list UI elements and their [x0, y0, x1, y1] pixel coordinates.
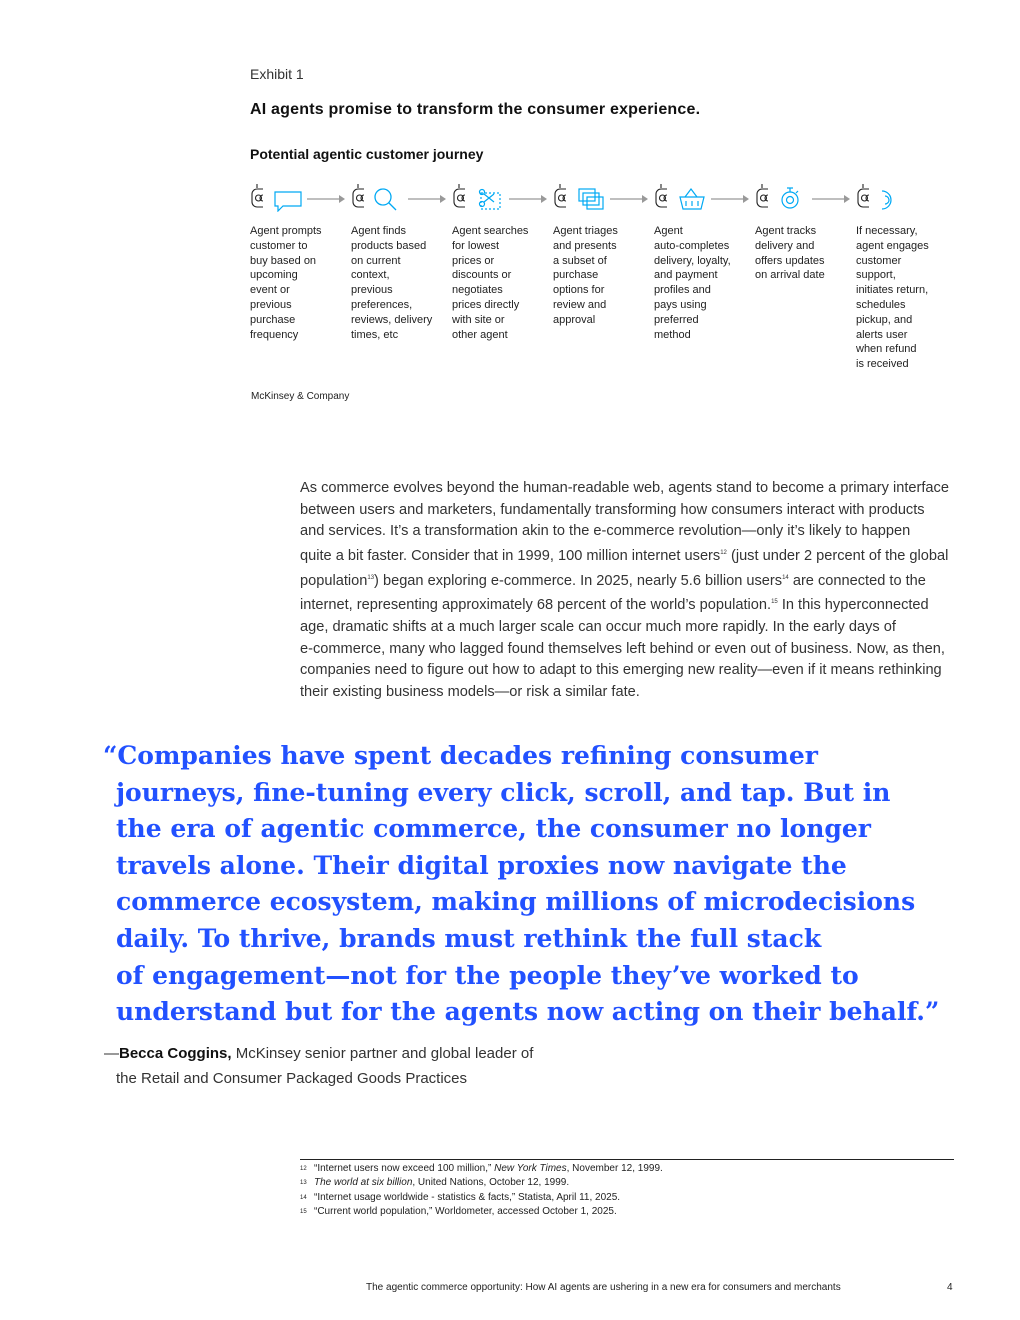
footnote: 14 “Internet usage worldwide - statistics & facts,” Statista, April 11, 2025.: [300, 1191, 621, 1203]
journey-step-text: Agent prompts customer to buy based on upcoming event or previous purchase frequency: [250, 225, 322, 341]
page-number: 4: [947, 1282, 953, 1293]
body-line: and services. It’s a transformation akin to the e-commerce revolution—only it’s likely to happen: [300, 523, 911, 540]
journey-step-7: [856, 182, 950, 372]
arrow-right-icon: [407, 194, 447, 204]
journey-step-text: Agent auto-completes delivery, loyalty, and payment profiles and pays using preferred method: [654, 225, 731, 341]
exhibit-subtitle: Potential agentic customer journey: [250, 146, 484, 162]
arrow-right-icon: [306, 194, 346, 204]
quote-line: understand but for the agents now acting on their behalf.”: [116, 997, 940, 1027]
body-line: e-commerce, many who lagged found themselves left behind or even out of business. Now, as then,: [300, 640, 945, 657]
speaker-name: Becca Coggins,: [119, 1045, 232, 1062]
journey-step-text: Agent triages and presents a subset of purchase options for review and approval: [553, 225, 618, 326]
body-line: internet, representing approximately 68 percent of the world’s population.$^{15}$ In this hyperconnected: [300, 597, 929, 614]
arrow-right-icon: [508, 194, 548, 204]
arrow-right-icon: [811, 194, 851, 204]
body-line: between users and marketers, fundamentally transforming how consumers interact with products: [300, 501, 925, 518]
footnote: 15 “Current world population,” Worldometer, accessed October 1, 2025.: [300, 1206, 617, 1218]
basket-icon: [654, 182, 710, 212]
attribution-line: —Becca Coggins, McKinsey senior partner and global leader of: [104, 1045, 534, 1062]
body-line: companies need to figure out how to adapt to this emerging new reality—even if it means rethinking: [300, 662, 942, 679]
journey-step-text: Agent tracks delivery and offers updates on arrival date: [755, 225, 825, 282]
quote-line: the era of agentic commerce, the consumer no longer: [116, 814, 871, 844]
chat-bubble-icon: [250, 182, 306, 212]
footnote-ref[interactable]: 12: [720, 550, 727, 557]
pull-quote: [103, 738, 940, 1031]
body-line: their existing business models—or risk a similar fate.: [300, 683, 640, 700]
attribution-line: the Retail and Consumer Packaged Goods Practices: [116, 1070, 468, 1087]
body-paragraph: [300, 478, 960, 704]
arrow-right-icon: [710, 194, 750, 204]
quote-attribution: [104, 1041, 533, 1091]
journey-step-3: [452, 182, 546, 342]
stacked-cards-icon: [553, 182, 609, 212]
journey-step-text: Agent finds products based on current context, previous preferences, reviews, delivery times, etc: [351, 225, 433, 341]
footnote-ref[interactable]: 13: [367, 574, 375, 581]
arrow-right-icon: [609, 194, 649, 204]
footer-title: The agentic commerce opportunity: How AI agents are ushering in a new era for consumers and merchants: [366, 1282, 841, 1293]
scissors-icon: [452, 182, 508, 212]
quote-line: of engagement—not for the people they’ve worked to: [116, 960, 859, 990]
agentic-journey-diagram: [250, 182, 950, 372]
footnotes: [300, 1162, 663, 1220]
quote-line: “Companies have spent decades refining consumer: [103, 741, 818, 770]
exhibit-title: AI agents promise to transform the consumer experience.: [250, 101, 701, 118]
exhibit-source: McKinsey & Company: [251, 391, 350, 402]
body-line: age, dramatic shifts at a much larger scale can occur much more rapidly. In the early days of: [300, 618, 896, 635]
journey-step-1: [250, 182, 344, 342]
journey-step-5: [654, 182, 748, 342]
footnote-ref[interactable]: 14: [782, 574, 789, 581]
magnifier-icon: [351, 182, 407, 212]
quote-line: daily. To thrive, brands must rethink the full stack: [116, 923, 822, 953]
body-line: population$^{13}$) began exploring e-commerce. In 2025, nearly 5.6 billion users$^{14}$ are connected to the: [300, 572, 926, 589]
journey-step-text: Agent searches for lowest prices or discounts or negotiates prices directly with site or other agent: [452, 225, 529, 341]
quote-line: commerce ecosystem, making millions of microdecisions: [116, 887, 916, 917]
journey-step-text: If necessary, agent engages customer support, initiates return, schedules pickup, and alerts user when refund is received: [856, 225, 929, 371]
footnote: 12 “Internet users now exceed 100 million,” New York Times, November 12, 1999.: [300, 1163, 663, 1174]
footnote-ref[interactable]: 15: [771, 599, 778, 606]
journey-step-2: [351, 182, 445, 342]
body-line: As commerce evolves beyond the human-readable web, agents stand to become a primary interface: [300, 480, 949, 496]
quote-line: travels alone. Their digital proxies now navigate the: [116, 850, 847, 880]
exhibit-label: Exhibit 1: [250, 66, 304, 82]
footnote: 13 The world at six billion, United Nations, October 12, 1999.: [300, 1177, 570, 1189]
footnote-divider: [300, 1159, 954, 1160]
stopwatch-icon: [755, 182, 811, 212]
quote-line: journeys, fine-tuning every click, scroll, and tap. But in: [116, 777, 891, 807]
headset-icon: [856, 182, 912, 212]
body-line: quite a bit faster. Consider that in 1999, 100 million internet users$^{12}$ (just under 2 percent of the global: [300, 547, 949, 564]
